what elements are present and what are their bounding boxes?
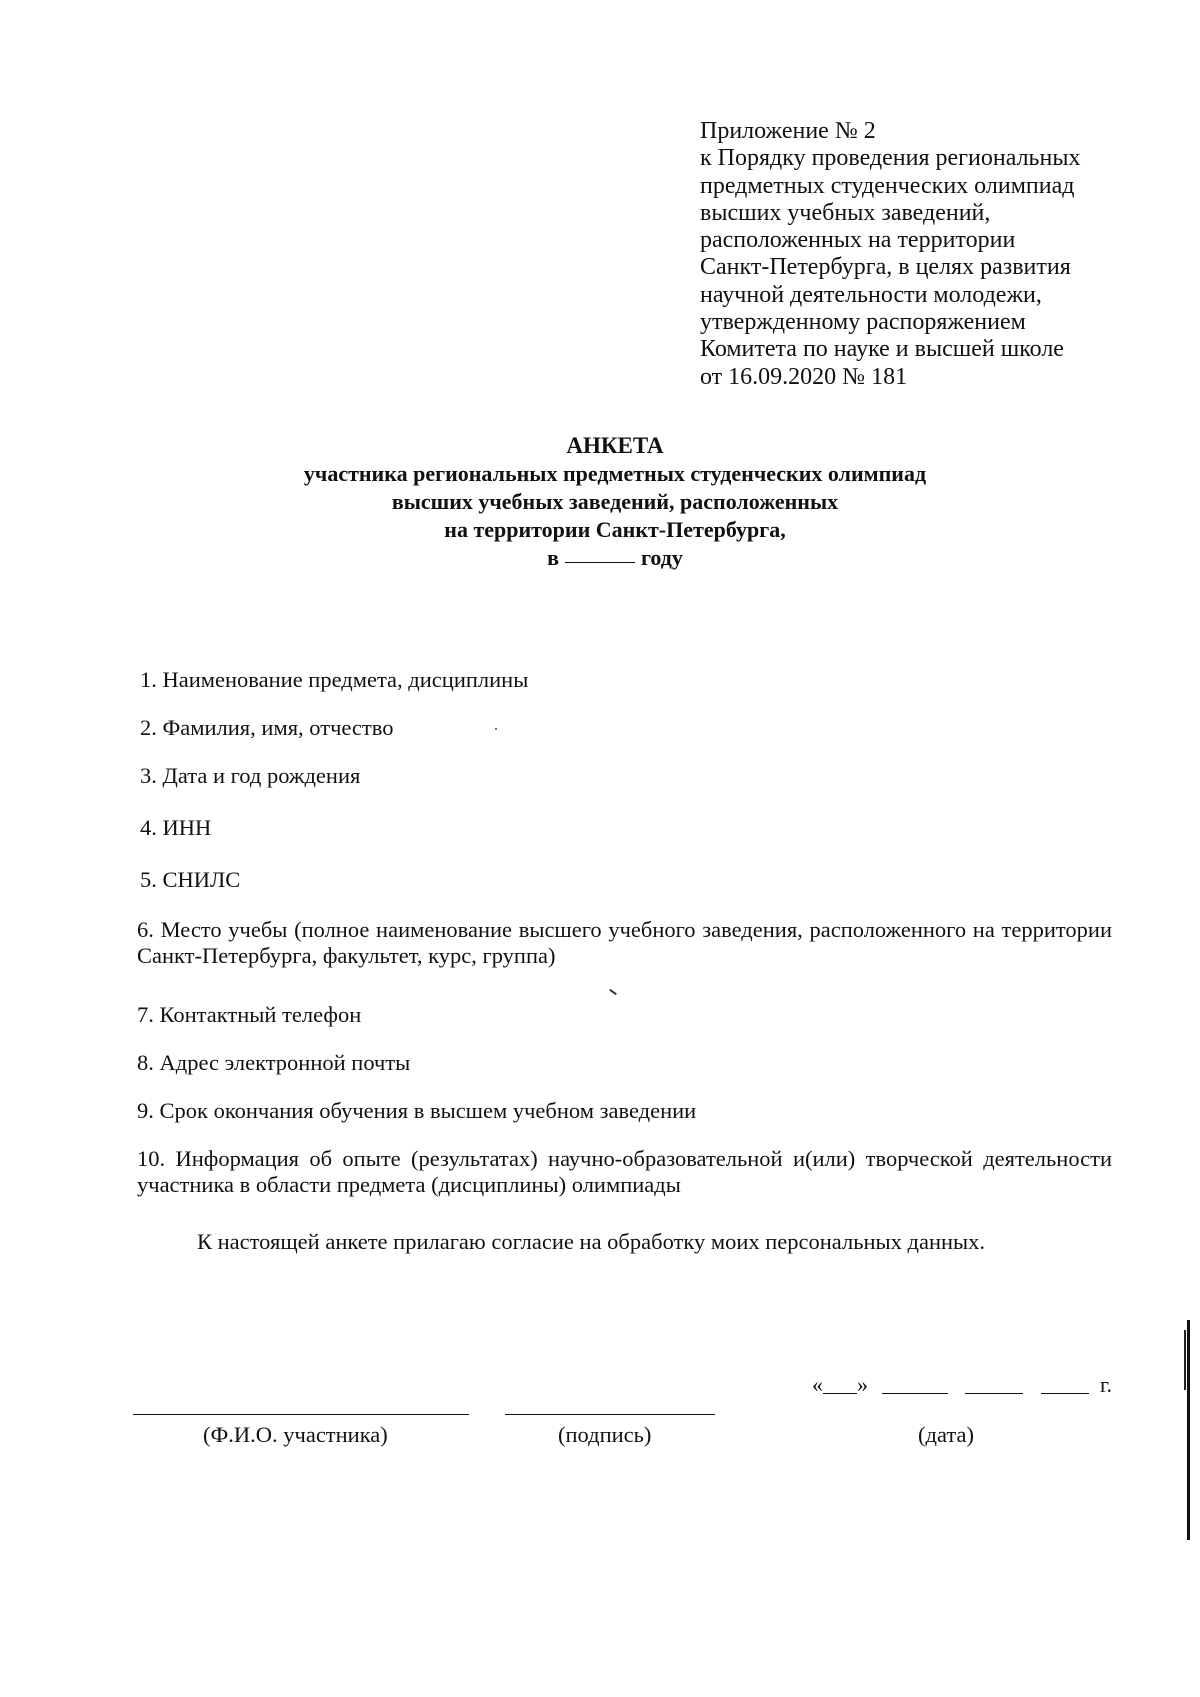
title-main: АНКЕТА (566, 433, 664, 458)
form-item-study-place (137, 917, 1112, 969)
fio-signature-line[interactable] (133, 1414, 469, 1415)
appendix-header (700, 118, 1120, 391)
form-item-graduation (137, 1098, 1112, 1124)
form-item-phone (137, 1002, 1112, 1028)
form-item-fullname (140, 715, 1115, 741)
scan-dot-mark (495, 728, 497, 730)
scan-edge-mark (1184, 1330, 1186, 1390)
appendix-line: Приложение № 2 (700, 118, 876, 144)
year-prefix: в (547, 545, 559, 570)
date-open-quote: « (812, 1372, 823, 1397)
form-item-label: 6. Место учебы (полное наименование высшего учебного заведения, расположенного на территории Санкт-Петербурга, факультет, курс, группа) (137, 917, 1112, 968)
form-item-label: 2. Фамилия, имя, отчество (140, 715, 394, 740)
appendix-line: Санкт-Петербурга, в целях развития (700, 254, 1071, 281)
scan-tick-mark (609, 989, 617, 995)
appendix-line: от 16.09.2020 № 181 (700, 363, 908, 390)
scan-edge-mark (1187, 1320, 1190, 1540)
form-item-label: 8. Адрес электронной почты (137, 1050, 411, 1075)
appendix-line: Комитета по науке и высшей школе (700, 336, 1064, 363)
signature-line[interactable] (505, 1414, 715, 1415)
title-line: на территории Санкт-Петербурга, (444, 517, 786, 542)
date-year-suffix: г. (1100, 1372, 1113, 1397)
form-item-snils (140, 867, 1115, 893)
form-item-experience (137, 1146, 1112, 1198)
sign-caption: (подпись) (558, 1422, 652, 1447)
form-item-email (137, 1050, 1112, 1076)
date-day-blank[interactable] (823, 1393, 857, 1394)
form-item-label: 10. Информация об опыте (результатах) научно-образовательной и(или) творческой деятельности участника в области предмета (дисциплины) олимпиады (137, 1146, 1112, 1197)
form-item-inn (140, 815, 1115, 841)
appendix-line: научной деятельности молодежи, (700, 281, 1042, 308)
form-item-label: 5. СНИЛС (140, 867, 241, 892)
form-item-label: 1. Наименование предмета, дисциплины (140, 667, 529, 692)
year-suffix: году (640, 545, 683, 570)
document-title (200, 432, 1030, 572)
date-month-blank[interactable] (882, 1393, 948, 1394)
title-line: высших учебных заведений, расположенных (391, 489, 839, 514)
date-year-blank[interactable] (1041, 1393, 1089, 1394)
title-line: участника региональных предметных студенческих олимпиад (303, 461, 927, 486)
date-month-blank-2[interactable] (965, 1393, 1023, 1394)
appendix-line: расположенных на территории (700, 227, 1016, 254)
form-item-subject (140, 667, 1115, 693)
title-year-line (200, 544, 1030, 572)
form-item-label: 7. Контактный телефон (137, 1002, 362, 1027)
form-item-label: 3. Дата и год рождения (140, 763, 361, 788)
form-item-label: 4. ИНН (140, 815, 212, 840)
consent-text: К настоящей анкете прилагаю согласие на обработку моих персональных данных. (197, 1229, 986, 1254)
appendix-line: к Порядку проведения региональных (700, 145, 1081, 172)
appendix-line: предметных студенческих олимпиад (700, 172, 1075, 199)
year-blank-field[interactable] (565, 562, 635, 563)
date-caption: (дата) (918, 1422, 974, 1447)
form-item-birthdate (140, 763, 1115, 789)
date-field[interactable] (812, 1372, 1112, 1398)
form-item-label: 9. Срок окончания обучения в высшем учебном заведении (137, 1098, 697, 1123)
fio-caption: (Ф.И.О. участника) (203, 1422, 388, 1447)
date-close-quote: » (857, 1372, 868, 1397)
appendix-line: утвержденному распоряжением (700, 309, 1026, 336)
appendix-line: высших учебных заведений, (700, 199, 991, 226)
